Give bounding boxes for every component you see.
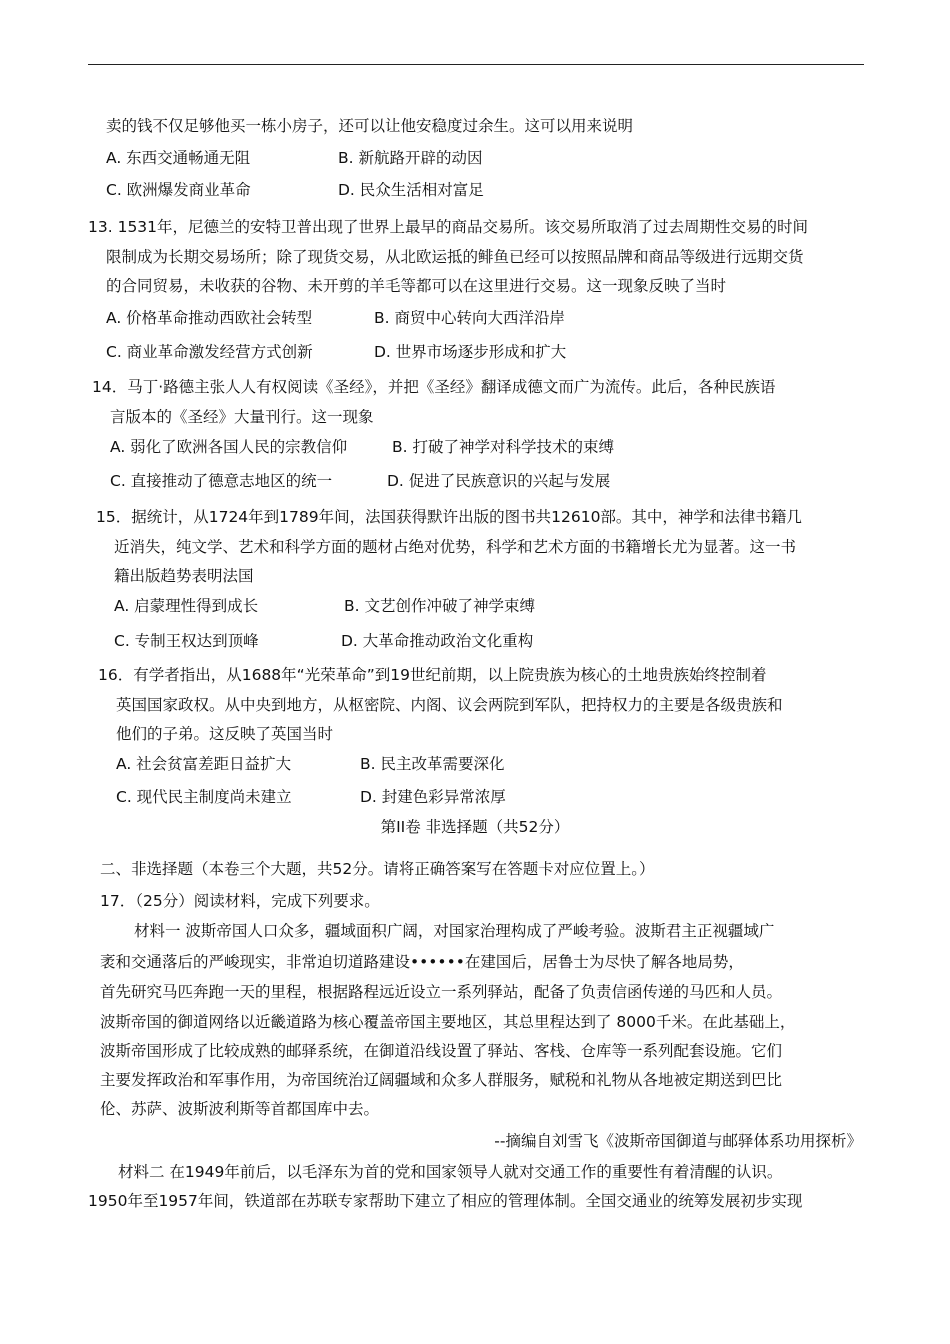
q12-continuation: 卖的钱不仅足够他买一栋小房子，还可以让他安稳度过余生。这可以用来说明 — [106, 117, 634, 135]
q13-option-d: D. 世界市场逐步形成和扩大 — [374, 343, 567, 361]
q14-option-a: A. 弱化了欧洲各国人民的宗教信仰 — [110, 438, 348, 456]
q14-stem-line-2: 言版本的《圣经》大量刊行。这一现象 — [110, 408, 374, 426]
material-1-line-1: 材料一 波斯帝国人口众多，疆域面积广阔，对国家治理构成了严峻考验。波斯君主正视疆域广 — [134, 922, 775, 940]
q15-option-a: A. 启蒙理性得到成长 — [114, 597, 259, 615]
header-rule — [88, 64, 864, 65]
q14-option-d: D. 促进了民族意识的兴起与发展 — [387, 472, 611, 490]
q12-option-a: A. 东西交通畅通无阻 — [106, 149, 251, 167]
material-1-line-3: 首先研究马匹奔跑一天的里程，根据路程远近设立一系列驿站，配备了负责信函传递的马匹和人员。 — [100, 983, 783, 1001]
q13-stem-line-3: 的合同贸易，未收获的谷物、未开剪的羊毛等都可以在这里进行交易。这一现象反映了当时 — [106, 277, 727, 295]
material-1-source: --摘编自刘雪飞《波斯帝国御道与邮驿体系功用探析》 — [494, 1132, 862, 1150]
section-2-instructions: 二、非选择题（本卷三个大题，共52分。请将正确答案写在答题卡对应位置上。） — [100, 860, 655, 878]
q13-stem-line-1: 13. 1531年，尼德兰的安特卫普出现了世界上最早的商品交易所。该交易所取消了过去周期性交易的时间 — [88, 218, 809, 236]
material-1-line-6: 主要发挥政治和军事作用，为帝国统治辽阔疆域和众多人群服务，赋税和礼物从各地被定期送到巴比 — [100, 1071, 783, 1089]
q12-option-c: C. 欧洲爆发商业革命 — [106, 181, 251, 199]
material-1-line-7: 伦、苏萨、波斯波利斯等首都国库中去。 — [100, 1100, 380, 1118]
q16-option-c: C. 现代民主制度尚未建立 — [116, 788, 292, 806]
q16-option-a: A. 社会贫富差距日益扩大 — [116, 755, 292, 773]
q16-stem-line-2: 英国国家政权。从中央到地方，从枢密院、内阁、议会两院到军队，把持权力的主要是各级贵族和 — [116, 696, 783, 714]
q16-stem-line-3: 他们的子弟。这反映了英国当时 — [116, 725, 334, 743]
q14-option-c: C. 直接推动了德意志地区的统一 — [110, 472, 333, 490]
material-2-line-1: 材料二 在1949年前后，以毛泽东为首的党和国家领导人就对交通工作的重要性有着清醒的认识。 — [118, 1163, 783, 1181]
q14-option-b: B. 打破了神学对科学技术的束缚 — [392, 438, 614, 456]
material-1-line-4: 波斯帝国的御道网络以近畿道路为核心覆盖帝国主要地区，其总里程达到了 8000千米。在此基础上， — [100, 1013, 796, 1031]
q16-option-d: D. 封建色彩异常浓厚 — [360, 788, 506, 806]
q16-option-b: B. 民主改革需要深化 — [360, 755, 505, 773]
q16-stem-line-1: 16．有学者指出，从1688年“光荣革命”到19世纪前期，以上院贵族为核心的土地贵族始终控制着 — [98, 666, 767, 684]
material-1-line-2: 袤和交通落后的严峻现实，非常迫切道路建设••••••在建国后，居鲁士为尽快了解各地局势， — [100, 953, 744, 971]
material-1-line-5: 波斯帝国形成了比较成熟的邮驿系统，在御道沿线设置了驿站、客栈、仓库等一系列配套设施。它们 — [100, 1042, 783, 1060]
q13-option-c: C. 商业革命激发经营方式创新 — [106, 343, 313, 361]
q15-stem-line-3: 籍出版趋势表明法国 — [114, 567, 254, 585]
q12-option-b: B. 新航路开辟的动因 — [338, 149, 483, 167]
q13-option-b: B. 商贸中心转向大西洋沿岸 — [374, 309, 565, 327]
q15-option-b: B. 文艺创作冲破了神学束缚 — [344, 597, 535, 615]
q14-stem-line-1: 14．马丁·路德主张人人有权阅读《圣经》，并把《圣经》翻译成德文而广为流传。此后，各种民族语 — [92, 378, 776, 396]
material-2-line-2: 1950年至1957年间，铁道部在苏联专家帮助下建立了相应的管理体制。全国交通业的统筹发展初步实现 — [88, 1192, 803, 1210]
section-2-title: 第II卷 非选择题（共52分） — [380, 818, 570, 836]
q15-option-d: D. 大革命推动政治文化重构 — [341, 632, 534, 650]
q17-header: 17．（25分）阅读材料，完成下列要求。 — [100, 892, 380, 910]
q13-option-a: A. 价格革命推动西欧社会转型 — [106, 309, 313, 327]
q15-option-c: C. 专制王权达到顶峰 — [114, 632, 259, 650]
q12-option-d: D. 民众生活相对富足 — [338, 181, 484, 199]
q13-stem-line-2: 限制成为长期交易场所；除了现货交易，从北欧运抵的鲱鱼已经可以按照品牌和商品等级进行远期交货 — [106, 248, 804, 266]
q15-stem-line-2: 近消失，纯文学、艺术和科学方面的题材占绝对优势，科学和艺术方面的书籍增长尤为显著。这一书 — [114, 538, 797, 556]
q15-stem-line-1: 15．据统计，从1724年到1789年间，法国获得默许出版的图书共12610部。其中，神学和法律书籍几 — [96, 508, 802, 526]
